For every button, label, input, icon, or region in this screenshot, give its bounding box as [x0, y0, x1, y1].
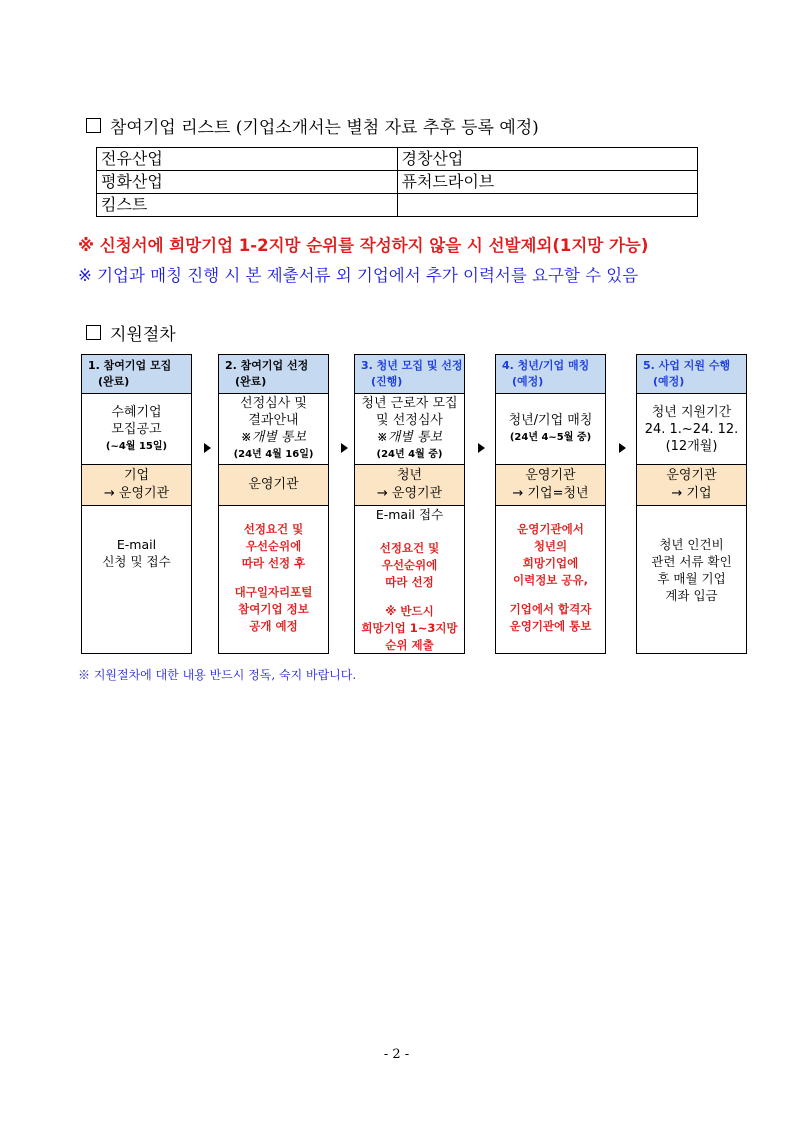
checkbox-icon [86, 325, 101, 340]
stage-header [637, 355, 746, 394]
detail-line: 관련 서류 확인 [651, 554, 732, 569]
step-date: (~4월 15일) [105, 440, 168, 452]
detail-line: 우선순위에 [381, 558, 438, 572]
detail-line: 청년의 [533, 539, 568, 553]
actor-line: → 운영기관 [376, 486, 443, 501]
actor-line: → 기업 [671, 486, 712, 501]
detail-line: 이력정보 공유, [512, 573, 589, 587]
stage-actor [496, 465, 605, 506]
actor-line: 운영기관 [248, 477, 299, 492]
arrow-right-icon [619, 443, 626, 453]
table-row [97, 171, 698, 194]
stage-status: (진행) [371, 375, 403, 388]
step-line: (12개월) [665, 438, 718, 454]
stage-title: 5. 사업 지원 수행 [643, 359, 731, 372]
stage-title: 2. 참여기업 선정 [225, 359, 309, 372]
arrow-right-icon [204, 443, 211, 453]
section-heading-procedure [86, 320, 176, 345]
stage-header [355, 355, 464, 394]
detail-line: 신청 및 접수 [102, 554, 171, 569]
table-cell: 전유산업 [97, 148, 398, 171]
step-line: 24. 1.~24. 12. [644, 421, 739, 437]
stage-step [637, 394, 746, 465]
detail-line: 따라 선정 후 [241, 556, 306, 570]
stage-title: 1. 참여기업 모집 [88, 359, 172, 372]
stage-5 [636, 354, 747, 654]
stage-step [496, 394, 605, 465]
stage-step [355, 394, 464, 465]
footnote: ※ 지원절차에 대한 내용 반드시 정독, 숙지 바랍니다. [78, 668, 357, 682]
step-date: (24년 4~5월 중) [509, 432, 592, 443]
detail-red-block [355, 523, 464, 654]
section-title: 참여기업 리스트 (기업소개서는 별첨 자료 추후 등록 예정) [110, 118, 539, 138]
step-line: 결과안내 [248, 413, 299, 428]
detail-line: 기업에서 합격자 [509, 602, 592, 616]
step-line: 모집공고 [111, 421, 162, 437]
actor-line: 기업 [123, 468, 150, 483]
step-date: (24년 4월 16일) [233, 449, 314, 460]
detail-line: 운영기관에서 [517, 522, 584, 536]
table-cell: 킴스트 [97, 194, 398, 217]
step-line: 선정심사 및 [240, 396, 307, 411]
stage-actor [355, 465, 464, 506]
stage-actor [637, 465, 746, 506]
stage-4 [495, 354, 606, 654]
table-cell: 평화산업 [97, 171, 398, 194]
company-table [96, 147, 698, 217]
stage-detail [82, 506, 191, 570]
stage-detail [355, 506, 464, 654]
actor-line: 청년 [396, 468, 423, 483]
step-date: (24년 4월 중) [376, 449, 443, 460]
detail-line: 계좌 입금 [665, 588, 718, 603]
detail-line: 후 매월 기업 [657, 571, 726, 586]
stage-3 [354, 354, 465, 654]
detail-line: 희망기업에 [522, 556, 579, 570]
detail-line: ※ 반드시 [385, 604, 434, 618]
stage-header [219, 355, 328, 394]
stage-actor [219, 465, 328, 506]
step-line: 청년 근로자 모집 [361, 396, 458, 411]
section-title: 지원절차 [110, 325, 176, 345]
step-line: 청년 지원기간 [651, 404, 732, 420]
stage-title: 4. 청년/기업 매칭 [502, 359, 590, 372]
table-cell: 퓨처드라이브 [397, 171, 698, 194]
stage-detail [219, 506, 328, 635]
detail-line: 참여기업 정보 [238, 602, 309, 616]
stage-title: 3. 청년 모집 및 선정 [361, 359, 463, 372]
stage-step [219, 394, 328, 465]
detail-line: 대구일자리포털 [234, 585, 313, 599]
spacer [219, 572, 328, 584]
stage-detail [637, 506, 746, 604]
detail-line: E-mail 접수 [375, 507, 444, 522]
detail-line: 선정요건 및 [379, 541, 440, 555]
detail-line: 희망기업 1~3지망 [361, 621, 458, 635]
spacer [355, 591, 464, 603]
detail-line: E-mail [116, 537, 157, 552]
notice-red: ※ 신청서에 희망기업 1-2지망 순위를 작성하지 않을 시 선발제외(1지망 가능) [78, 236, 649, 255]
detail-line: 청년 인건비 [659, 537, 724, 552]
stage-step [82, 394, 191, 465]
actor-line: → 기업=청년 [512, 486, 589, 501]
actor-line: 운영기관 [666, 468, 717, 483]
stage-detail [496, 506, 605, 635]
stage-header [496, 355, 605, 394]
stage-status: (완료) [98, 375, 130, 388]
table-cell [397, 194, 698, 217]
stage-actor [82, 465, 191, 506]
checkbox-icon [86, 118, 101, 133]
stage-status: (예정) [512, 375, 544, 388]
section-heading-companies [86, 113, 539, 138]
page-number: - 2 - [383, 1047, 410, 1062]
actor-line: 운영기관 [525, 468, 576, 483]
stage-status: (예정) [653, 375, 685, 388]
detail-line: 따라 선정 [385, 575, 434, 589]
detail-line: 공개 예정 [249, 619, 298, 633]
step-line: 청년/기업 매칭 [508, 413, 593, 428]
stage-1 [81, 354, 192, 654]
actor-line: → 운영기관 [103, 486, 170, 501]
step-note: ※개별 통보 [240, 430, 307, 445]
step-line: 수혜기업 [111, 404, 162, 420]
detail-line: 우선순위에 [245, 539, 302, 553]
stage-2 [218, 354, 329, 654]
stage-status: (완료) [235, 375, 267, 388]
step-line: 및 선정심사 [376, 413, 443, 428]
stage-header [82, 355, 191, 394]
table-cell: 경창산업 [397, 148, 698, 171]
detail-line: 운영기관에 통보 [509, 619, 592, 633]
step-note: ※개별 통보 [376, 430, 443, 445]
table-row [97, 148, 698, 171]
detail-line: 순위 제출 [385, 638, 434, 652]
arrow-right-icon [341, 443, 348, 453]
spacer [496, 589, 605, 601]
detail-line: 선정요건 및 [243, 522, 304, 536]
table-row [97, 194, 698, 217]
arrow-right-icon [478, 443, 485, 453]
notice-blue: ※ 기업과 매칭 진행 시 본 제출서류 외 기업에서 추가 이력서를 요구할 수 있음 [78, 266, 639, 285]
